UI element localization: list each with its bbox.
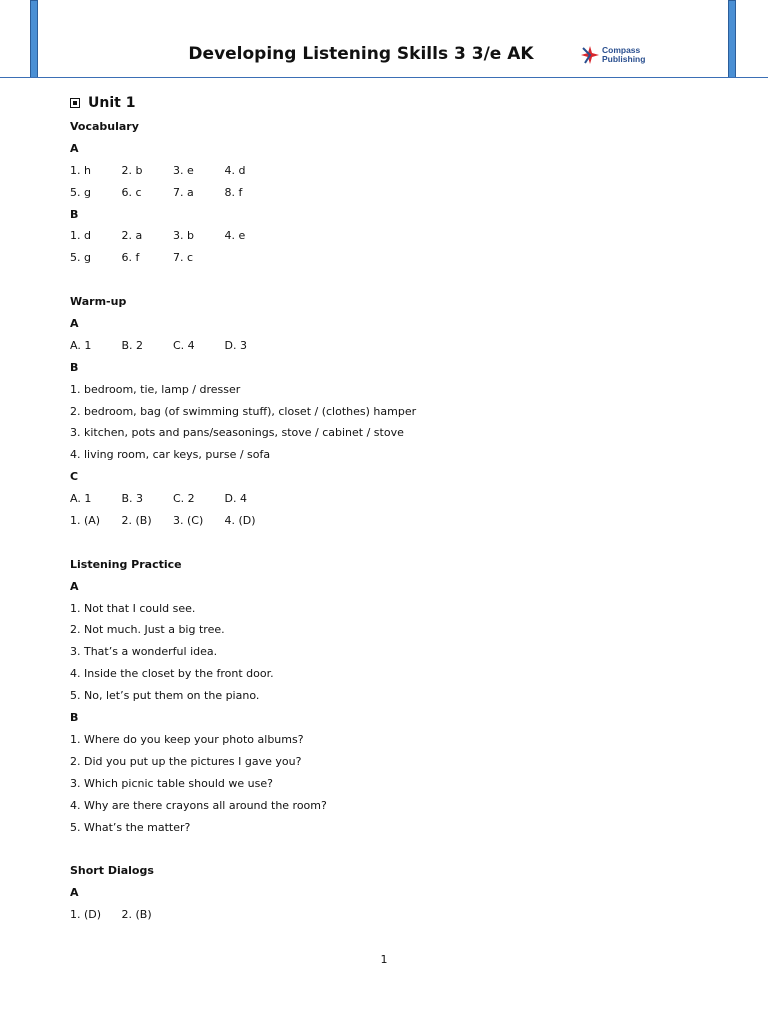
answer-line: 2. Not much. Just a big tree. xyxy=(70,623,225,637)
answer: D. 4 xyxy=(224,492,247,506)
section-title-vocabulary: Vocabulary xyxy=(70,120,139,133)
answer: 7. a xyxy=(173,185,194,199)
answer-line: 2. Did you put up the pictures I gave you? xyxy=(70,754,302,768)
answer-line: 4. Why are there crayons all around the room? xyxy=(70,798,327,812)
answer: C. 4 xyxy=(173,338,195,352)
answer-line: 2. bedroom, bag (of swimming stuff), closet / (clothes) hamper xyxy=(70,404,417,418)
answer: 2. (B) xyxy=(121,908,152,922)
answer: B. 2 xyxy=(121,338,144,352)
logo-line-2: Publishing xyxy=(602,54,646,64)
unit-title: Unit 1 xyxy=(88,95,136,111)
page-number: 1 xyxy=(380,953,388,966)
answer: 1. h xyxy=(70,163,91,177)
answer: 3. b xyxy=(173,229,194,243)
answer: 5. g xyxy=(70,251,91,265)
answer: 3. e xyxy=(173,163,194,177)
right-blue-bar xyxy=(728,0,736,78)
answer: 1. d xyxy=(70,229,91,243)
answer-line: 1. Where do you keep your photo albums? xyxy=(70,732,304,746)
part-label: A xyxy=(70,317,79,331)
answer-row xyxy=(70,904,730,926)
part-label: A xyxy=(70,886,79,900)
answer-row xyxy=(70,488,730,510)
answer-line: 5. No, let’s put them on the piano. xyxy=(70,689,260,703)
unit-heading xyxy=(70,90,730,116)
answer: 1. (A) xyxy=(70,514,101,528)
spacer xyxy=(70,269,730,291)
answer: A. 1 xyxy=(70,492,92,506)
square-bullet-icon xyxy=(70,98,80,108)
answer: A. 1 xyxy=(70,338,92,352)
answer: B. 3 xyxy=(121,492,144,506)
part-label: B xyxy=(70,360,79,374)
answer: 2. b xyxy=(121,163,143,177)
answer: 8. f xyxy=(224,185,243,199)
answer-line: 4. Inside the closet by the front door. xyxy=(70,667,274,681)
answer-row xyxy=(70,182,730,204)
answer: C. 2 xyxy=(173,492,195,506)
answer: D. 3 xyxy=(224,338,247,352)
answer-line: 1. bedroom, tie, lamp / dresser xyxy=(70,382,241,396)
answer-row xyxy=(70,225,730,247)
part-label: C xyxy=(70,470,79,484)
answer-line: 5. What’s the matter? xyxy=(70,820,191,834)
answer: 4. (D) xyxy=(224,514,256,528)
part-label: A xyxy=(70,141,79,155)
section-title-listening-practice: Listening Practice xyxy=(70,557,182,571)
answer-line: 3. That’s a wonderful idea. xyxy=(70,645,218,659)
answer: 4. e xyxy=(224,229,246,243)
section-title-warmup: Warm-up xyxy=(70,295,127,309)
answer-row xyxy=(70,160,730,182)
answer: 6. c xyxy=(121,185,142,199)
spacer xyxy=(70,532,730,554)
answer: 6. f xyxy=(121,251,140,265)
left-blue-bar xyxy=(30,0,38,78)
header-rule xyxy=(0,77,768,78)
answer-line: 1. Not that I could see. xyxy=(70,601,196,615)
answer: 1. (D) xyxy=(70,908,102,922)
answer-row xyxy=(70,335,730,357)
answer: 4. d xyxy=(224,163,246,177)
part-label: B xyxy=(70,711,79,725)
logo-line-1: Compass xyxy=(602,45,641,55)
answer: 3. (C) xyxy=(173,514,204,528)
compass-star-icon xyxy=(580,44,600,66)
answer-row xyxy=(70,247,730,269)
document-title: Developing Listening Skills 3 3/e AK xyxy=(188,44,534,64)
answer-row xyxy=(70,510,730,532)
answer-line: 4. living room, car keys, purse / sofa xyxy=(70,448,271,462)
answer: 2. (B) xyxy=(121,514,152,528)
answer: 7. c xyxy=(173,251,194,265)
answer-key-content xyxy=(70,90,730,926)
answer: 5. g xyxy=(70,185,91,199)
spacer xyxy=(70,838,730,860)
answer-line: 3. kitchen, pots and pans/seasonings, stove / cabinet / stove xyxy=(70,426,404,440)
answer: 2. a xyxy=(121,229,143,243)
answer-line: 3. Which picnic table should we use? xyxy=(70,776,273,790)
section-title-short-dialogs: Short Dialogs xyxy=(70,864,154,878)
part-label: B xyxy=(70,207,79,221)
part-label: A xyxy=(70,579,79,593)
